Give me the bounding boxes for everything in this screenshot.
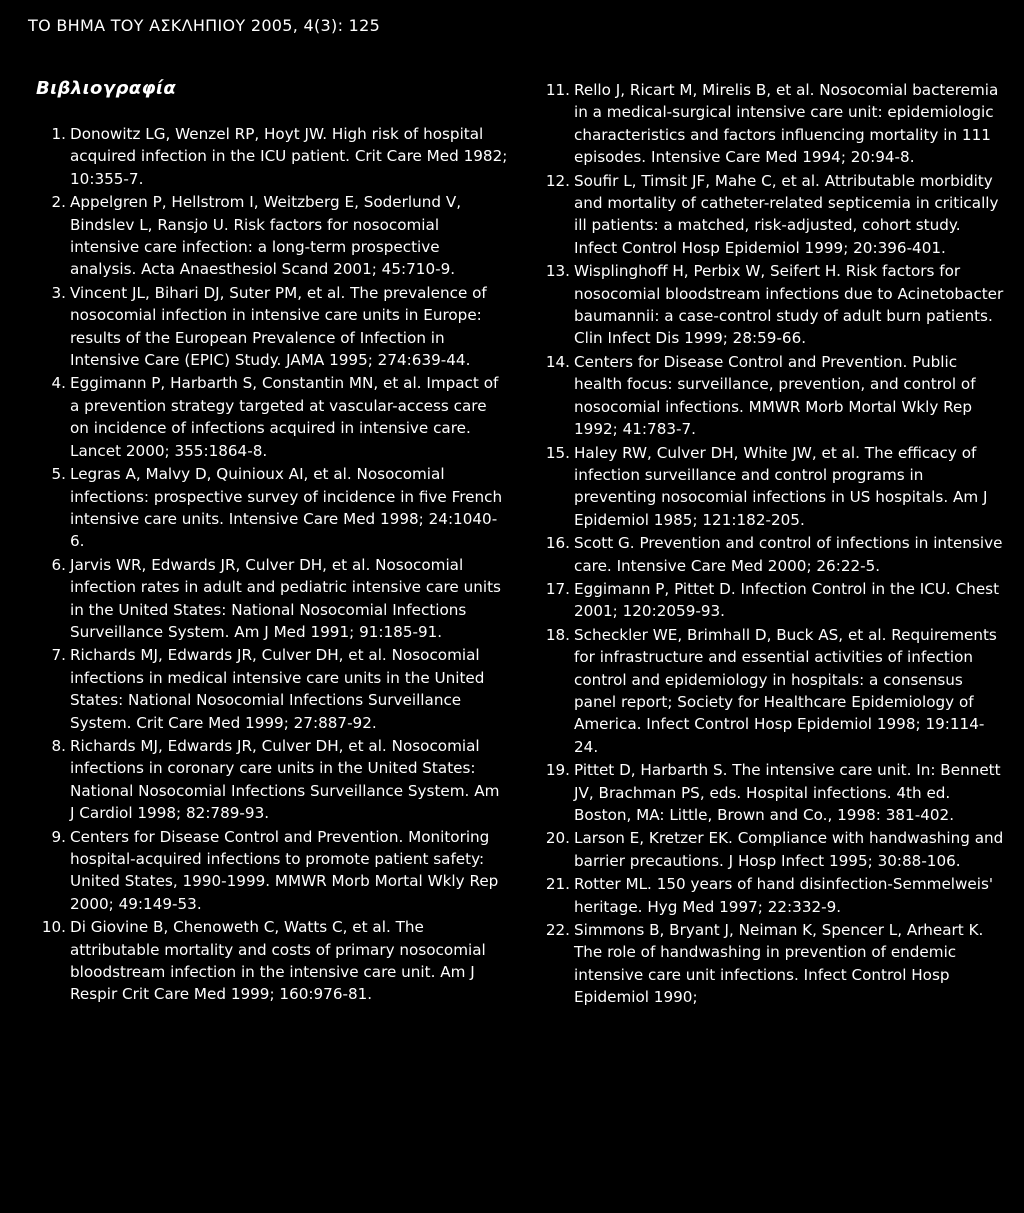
reference-text: Jarvis WR, Edwards JR, Culver DH, et al. Nosocomial infection rates in adult and pediatric intensive care units in the United States: National Nosocomial Infections Surveillance System. Am J Med 1991; 91:185-91. bbox=[70, 555, 501, 641]
reference-number: 9. bbox=[51, 827, 66, 846]
running-header: ΤΟ ΒΗΜΑ ΤΟΥ ΑΣΚΛΗΠΙΟΥ 2005, 4(3): 125 bbox=[28, 16, 381, 35]
reference-text: Richards MJ, Edwards JR, Culver DH, et al. Nosocomial infections in coronary care units in the United States: National Nosocomial Infections Surveillance System. Am J Cardiol 1998; 82:789-93. bbox=[70, 736, 500, 823]
reference-item bbox=[36, 554, 508, 644]
reference-number: 21. bbox=[545, 875, 570, 894]
reference-number: 14. bbox=[545, 352, 570, 371]
reference-number: 16. bbox=[545, 534, 570, 553]
reference-number: 5. bbox=[51, 465, 66, 484]
reference-text: Appelgren P, Hellstrom I, Weitzberg E, Soderlund V, Bindslev L, Ransjo U. Risk factors for nosocomial intensive care infection: a long-term prospective analysis. Acta Anaesthesiol Scand 2001; 45:710-9. bbox=[70, 193, 462, 279]
reference-item bbox=[540, 351, 1008, 441]
reference-text: Di Giovine B, Chenoweth C, Watts C, et al. The attributable mortality and costs of primary nosocomial bloodstream infection in the intensive care unit. Am J Respir Crit Care Med 1999; 160:976-81. bbox=[70, 918, 486, 1004]
reference-text: Rello J, Ricart M, Mirelis B, et al. Nosocomial bacteremia in a medical-surgical intensive care unit: epidemiologic characteristics and factors influencing mortality in 111 episodes. Intensive Care Med 1994; 20:94-8. bbox=[574, 81, 999, 167]
reference-text: Vincent JL, Bihari DJ, Suter PM, et al. The prevalence of nosocomial infection in intensive care units in Europe: results of the European Prevalence of Infection in Intensive Care (EPIC) Study. JAMA 1995; 274:639-44. bbox=[70, 283, 487, 370]
reference-text: Scott G. Prevention and control of infections in intensive care. Intensive Care Med 2000; 26:22-5. bbox=[574, 534, 1003, 575]
reference-text: Scheckler WE, Brimhall D, Buck AS, et al. Requirements for infrastructure and essential activities of infection control and epidemiology in hospitals: a consensus panel report; Society for Healthcare Epidemiology of America. Infect Control Hosp Epidemiol 1998; 19:114-24. bbox=[574, 625, 997, 756]
reference-text: Eggimann P, Pittet D. Infection Control in the ICU. Chest 2001; 120:2059-93. bbox=[574, 579, 1000, 621]
reference-item bbox=[540, 919, 1008, 1009]
reference-text: Centers for Disease Control and Prevention. Public health focus: surveillance, prevention, and control of nosocomial infections. MMWR Morb Mortal Wkly Rep 1992; 41:783-7. bbox=[574, 352, 976, 439]
reference-number: 12. bbox=[545, 171, 570, 190]
reference-item bbox=[36, 191, 508, 281]
reference-item bbox=[540, 578, 1008, 623]
reference-item bbox=[540, 170, 1008, 260]
reference-item bbox=[36, 282, 508, 372]
reference-item bbox=[36, 463, 508, 553]
reference-item bbox=[540, 442, 1008, 532]
reference-text: Centers for Disease Control and Prevention. Monitoring hospital-acquired infections to promote patient safety: United States, 1990-1999. MMWR Morb Mortal Wkly Rep 2000; 49:149-53. bbox=[70, 827, 499, 913]
reference-item bbox=[540, 260, 1008, 350]
reference-text: Simmons B, Bryant J, Neiman K, Spencer L, Arheart K. The role of handwashing in prevention of endemic intensive care unit infections. Infect Control Hosp Epidemiol 1990; bbox=[574, 921, 984, 1007]
reference-text: Rotter ML. 150 years of hand disinfection-Semmelweis' heritage. Hyg Med 1997; 22:332-9. bbox=[574, 875, 994, 916]
reference-number: 7. bbox=[51, 646, 66, 665]
reference-item bbox=[36, 826, 508, 916]
reference-number: 3. bbox=[51, 283, 66, 302]
reference-text: Richards MJ, Edwards JR, Culver DH, et al. Nosocomial infections in medical intensive care units in the United States: National Nosocomial Infections Surveillance System. Crit Care Med 1999; 27:887-92. bbox=[70, 646, 485, 732]
reference-number: 4. bbox=[51, 374, 66, 393]
section-title: Βιβλιογραφία bbox=[36, 78, 177, 99]
reference-item bbox=[540, 759, 1008, 826]
reference-number: 20. bbox=[545, 829, 570, 848]
reference-text: Pittet D, Harbarth S. The intensive care unit. In: Bennett JV, Brachman PS, eds. Hospital infections. 4th ed. Boston, MA: Little, Brown and Co., 1998: 381-402. bbox=[574, 761, 1001, 824]
reference-list-left-column bbox=[36, 123, 508, 1007]
reference-item bbox=[36, 644, 508, 734]
reference-number: 6. bbox=[51, 555, 66, 574]
reference-text: Legras A, Malvy D, Quinioux AI, et al. Nosocomial infections: prospective survey of incidence in five French intensive care units. Intensive Care Med 1998; 24:1040-6. bbox=[70, 465, 503, 551]
reference-number: 15. bbox=[545, 443, 570, 462]
reference-number: 19. bbox=[545, 761, 570, 780]
reference-number: 11. bbox=[545, 81, 570, 99]
reference-text: Donowitz LG, Wenzel RP, Hoyt JW. High risk of hospital acquired infection in the ICU patient. Crit Care Med 1982; 10:355-7. bbox=[70, 125, 508, 188]
reference-number: 13. bbox=[545, 262, 570, 281]
reference-number: 2. bbox=[51, 193, 66, 212]
reference-item bbox=[540, 873, 1008, 918]
reference-item bbox=[540, 79, 1008, 169]
reference-item bbox=[36, 735, 508, 825]
reference-number: 8. bbox=[51, 736, 66, 755]
reference-text: Haley RW, Culver DH, White JW, et al. The efficacy of infection surveillance and control programs in preventing nosocomial infections in US hospitals. Am J Epidemiol 1985; 121:182-205. bbox=[574, 443, 988, 529]
reference-list-right-column bbox=[540, 79, 1008, 1010]
reference-number: 18. bbox=[545, 625, 570, 644]
reference-number: 17. bbox=[545, 579, 570, 598]
reference-item bbox=[540, 532, 1008, 577]
reference-text: Larson E, Kretzer EK. Compliance with handwashing and barrier precautions. J Hosp Infect 1995; 30:88-106. bbox=[574, 829, 1004, 870]
reference-item bbox=[540, 624, 1008, 758]
reference-item bbox=[36, 916, 508, 1006]
reference-number: 10. bbox=[41, 918, 66, 937]
reference-text: Soufir L, Timsit JF, Mahe C, et al. Attributable morbidity and mortality of catheter-related septicemia in critically ill patients: a matched, risk-adjusted, cohort study. Infect Control Hosp Epidemiol 1999; 20:396-401. bbox=[574, 171, 999, 257]
reference-number: 1. bbox=[51, 125, 66, 143]
reference-number: 22. bbox=[545, 921, 570, 940]
reference-item bbox=[36, 123, 508, 190]
reference-item bbox=[540, 827, 1008, 872]
reference-text: Wisplinghoff H, Perbix W, Seifert H. Risk factors for nosocomial bloodstream infections due to Acinetobacter baumannii: a case-control study of adult burn patients. Clin Infect Dis 1999; 28:59-66. bbox=[574, 262, 1004, 348]
reference-text: Eggimann P, Harbarth S, Constantin MN, et al. Impact of a prevention strategy targeted at vascular-access care on incidence of infections acquired in intensive care. Lancet 2000; 355:1864-8. bbox=[70, 374, 499, 460]
reference-item bbox=[36, 372, 508, 462]
